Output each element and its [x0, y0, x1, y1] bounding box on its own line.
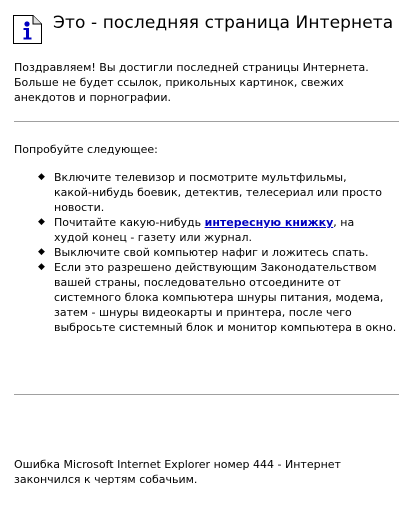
- list-item-text-after: , на худой конец - газету или журнал.: [54, 216, 355, 244]
- intro-text: Поздравляем! Вы достигли последней страницы Интернета. Больше не будет ссылок, прикольных картинок, свежих анекдотов и порнографии.: [14, 61, 369, 104]
- list-item: [38, 215, 400, 245]
- error-message: Ошибка Microsoft Internet Explorer номер 444 - Интернет закончился к чертям собачьим.: [14, 458, 341, 486]
- list-item: [38, 170, 400, 215]
- info-icon: [12, 14, 43, 45]
- list-item-text: Включите телевизор и посмотрите мультфильмы, какой-нибудь боевик, детектив, телесериал или просто новости.: [54, 171, 382, 214]
- list-item-text-before: Почитайте какую-нибудь: [54, 216, 205, 229]
- interesting-book-link[interactable]: интересную книжку: [204, 216, 334, 229]
- list-item-text: Выключите свой компьютер нафиг и ложитесь спать.: [54, 246, 369, 259]
- list-item: [38, 260, 400, 335]
- list-item: [38, 245, 400, 260]
- suggestions-list: [38, 170, 400, 335]
- divider: [14, 121, 399, 123]
- divider: [14, 394, 399, 396]
- page-header: [12, 12, 412, 52]
- bullet-icon: ◆: [38, 247, 45, 257]
- list-item-text: [54, 216, 354, 244]
- bullet-icon: ◆: [38, 217, 45, 227]
- bullet-icon: ◆: [38, 262, 45, 272]
- page-title: Это - последняя страница Интернета: [53, 13, 394, 33]
- suggestions-label: Попробуйте следующее:: [14, 143, 158, 156]
- bullet-icon: ◆: [38, 172, 45, 182]
- list-item-text: Если это разрешено действующим Законодательством вашей страны, последовательно отсоедините от системного блока компьютера шнуры питания, модема, затем - шнуры видеокарты и принтера, после чего выбросьте системный блок и монитор компьютера в окно.: [54, 261, 397, 334]
